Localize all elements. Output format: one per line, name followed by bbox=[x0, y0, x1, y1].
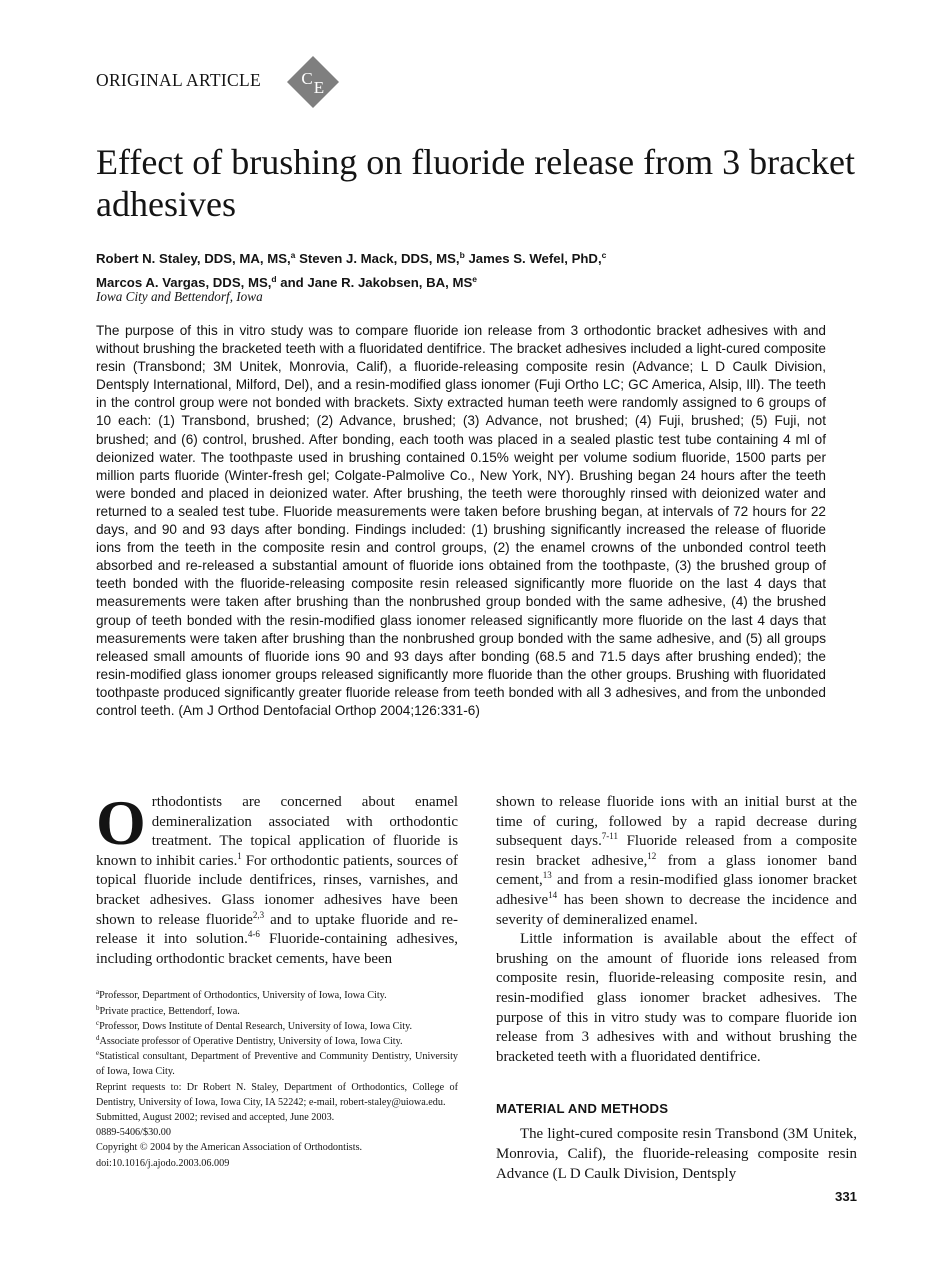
footnote-marker: d bbox=[96, 1033, 100, 1042]
page-number: 331 bbox=[834, 1189, 857, 1204]
intro-paragraph bbox=[96, 787, 458, 969]
author-affiliation-marker: e bbox=[472, 274, 478, 284]
intro-text: For orthodontic patients, sources of topical fluoride include dentifrices, rinses, varnishes, and bracket adhesives. Glass ionomer adhesives have been shown to release fluoride bbox=[96, 852, 458, 928]
methods-paragraph: The light-cured composite resin Transbond (3M Unitek, Monrovia, Calif), the fluoride-releasing composite resin Advance (L D Caulk Division, Dentsply bbox=[496, 1126, 857, 1182]
intro-continuation bbox=[496, 793, 857, 930]
footnote-text: Private practice, Bettendorf, Iowa. bbox=[99, 1005, 240, 1017]
author-location: Iowa City and Bettendorf, Iowa bbox=[96, 289, 263, 304]
abstract: The purpose of this in vitro study was to compare fluoride ion release from 3 orthodontic bracket adhesives with and without brushing the bracketed teeth with a fluoridated dentifrice. The bracket adhesives included a light-cured composite resin (Transbond; 3M Unitek, Monrovia, Calif), a fluoride-releasing composite resin (Advance; L D Caulk Division, Dentsply International, Milford, Del), and a resin-modified glass ionomer (Fuji Ortho LC; GC America, Alsip, Ill). The teeth in the control group were not bonded with brackets. Sixty extracted human teeth were randomly assigned to 6 groups of 10 each: (1) Transbond, brushed; (2) Advance, brushed; (3) Advance, not brushed; (4) Fuji, brushed; (5) Fuji, not brushed; and (6) control, brushed. After bonding, each tooth was placed in a sealed plastic test tube containing 4 ml of deionized water. The toothpaste used in brushing contained 0.15% weight per volume sodium fluoride, 1500 parts per million parts fluoride (Winter-fresh gel; Colgate-Palmolive Co., New York, NY). Brushing began 24 hours after the teeth were bonded and placed in deionized water. After brushing, the teeth were thoroughly rinsed with deionized water and returned to a sealed test tube. Fluoride measurements were taken before brushing began, at intervals of 72 hours for 22 days, and 90 and 93 days after bonding. Findings included: (1) brushing significantly increased the release of fluoride ions from the teeth in the composite resin and control groups, (2) the enamel crowns of the unbonded control teeth absorbed and re-released a substantial amount of fluoride ions obtained from the toothpaste, (3) the brushed group of teeth bonded with the fluoride-releasing composite resin released significantly more fluoride on the last 4 days that measurements were taken after brushing than the nonbrushed group bonded with the same adhesive, (4) the brushed group of teeth bonded with the resin-modified glass ionomer released significantly more fluoride on the last 4 days that measurements were taken after brushing than the nonbrushed group bonded with the same adhesive, and (5) all groups released small amounts of fluoride ions 90 and 93 days after bonding (68.5 and 71.5 days after brushing ended); the resin-modified glass ionomer groups released significantly more fluoride than the other groups. Brushing with fluoridated toothpaste produced significantly greater fluoride release from teeth bonded with all 3 adhesives, and from the unbonded control teeth. (Am J Orthod Dentofacial Orthop 2004;126:331-6) bbox=[96, 323, 826, 718]
footnote-affiliation bbox=[96, 1019, 458, 1034]
article-type-label: ORIGINAL ARTICLE bbox=[96, 70, 261, 90]
intro-text: rthodontists are concerned about enamel demineralization associated with orthodontic treatment. The topical application of fluoride is known to inhibit caries. bbox=[96, 794, 458, 869]
footnotes bbox=[96, 988, 458, 1170]
section-heading: MATERIAL AND METHODS bbox=[496, 1101, 669, 1117]
author-name: James S. Wefel, PhD, bbox=[468, 251, 602, 266]
footnote-affiliation bbox=[96, 1004, 458, 1019]
citation-ref: 4-6 bbox=[247, 929, 260, 940]
drop-cap: O bbox=[96, 787, 146, 858]
footnote-text: Associate professor of Operative Dentistry, University of Iowa, Iowa City. bbox=[99, 1035, 403, 1047]
doi: doi:10.1016/j.ajodo.2003.06.009 bbox=[96, 1157, 230, 1169]
citation-ref: 14 bbox=[548, 889, 558, 900]
author-name: Robert N. Staley, DDS, MA, MS, bbox=[96, 251, 291, 266]
body-text: has been shown to decrease the incidence and severity of demineralized enamel. bbox=[496, 891, 857, 928]
article-title: Effect of brushing on fluoride release from 3 bracket adhesives bbox=[96, 142, 856, 224]
footnote-text: Statistical consultant, Department of Preventive and Community Dentistry, University of Iowa, Iowa City. bbox=[96, 1051, 458, 1078]
footnote-affiliation bbox=[96, 1034, 458, 1049]
body-text: shown to release fluoride ions with an initial burst at the time of curing, followed by a rapid decrease during subsequent days. bbox=[496, 794, 857, 850]
footnote-marker: e bbox=[96, 1049, 100, 1058]
author-affiliation-marker: d bbox=[271, 274, 277, 284]
footnote-affiliation bbox=[96, 1049, 458, 1079]
footnote-text: Professor, Dows Institute of Dental Research, University of Iowa, Iowa City. bbox=[99, 1020, 413, 1032]
citation-ref: 7-11 bbox=[601, 831, 618, 842]
body-text: Fluoride released from a composite resin bracket adhesive, bbox=[496, 833, 857, 869]
citation-ref: 13 bbox=[542, 870, 552, 881]
footnote-marker: c bbox=[96, 1018, 100, 1027]
author-name: Steven J. Mack, DDS, MS, bbox=[299, 251, 460, 266]
footnote-marker: a bbox=[96, 988, 100, 997]
author-affiliation-marker: c bbox=[601, 250, 607, 260]
author-affiliation-marker: b bbox=[459, 250, 465, 260]
reprint-requests: Reprint requests to: Dr Robert N. Staley, Department of Orthodontics, College of Dentistry, University of Iowa, Iowa City, IA 52242; e-mail, robert-staley@uiowa.edu. bbox=[96, 1081, 458, 1108]
copyright: Copyright © 2004 by the American Association of Orthodontists. bbox=[96, 1142, 363, 1154]
body-text: from a glass ionomer band cement, bbox=[496, 852, 857, 889]
author-affiliation-marker: a bbox=[290, 250, 296, 260]
ce-badge-letter-e: E bbox=[313, 78, 325, 97]
body-text: and from a resin-modified glass ionomer bracket adhesive bbox=[496, 872, 857, 908]
author-list bbox=[96, 245, 876, 293]
author-name: Marcos A. Vargas, DDS, MS, bbox=[96, 275, 272, 290]
footnote-marker: b bbox=[96, 1003, 100, 1012]
issn: 0889-5406/$30.00 bbox=[96, 1127, 171, 1139]
author-name: and Jane R. Jakobsen, BA, MS bbox=[280, 275, 473, 290]
purpose-paragraph: Little information is available about the effect of brushing on the amount of fluoride ions released from composite resin, fluoride-releasing composite resin, and resin-modified glass ionomer bracket adhesives. The purpose of this in vitro study was to compare fluoride ion release from 3 adhesives with and without brushing the bracketed teeth with a fluoridated dentifrice. bbox=[496, 931, 857, 1065]
intro-text: Fluoride-containing adhesives, including orthodontic bracket cements, have been bbox=[96, 931, 458, 967]
footnote-affiliation bbox=[96, 988, 458, 1003]
right-column bbox=[496, 793, 857, 1184]
ce-badge-letter-c: C bbox=[301, 69, 313, 88]
intro-text: and to uptake fluoride and re-release it into solution. bbox=[96, 911, 458, 948]
ce-badge-icon bbox=[285, 54, 341, 110]
footnote-text: Professor, Department of Orthodontics, University of Iowa, Iowa City. bbox=[99, 990, 387, 1002]
citation-ref: 1 bbox=[237, 850, 242, 861]
citation-ref: 2,3 bbox=[252, 909, 265, 920]
left-column bbox=[96, 787, 458, 1171]
citation-ref: 12 bbox=[647, 850, 657, 861]
submission-dates: Submitted, August 2002; revised and accepted, June 2003. bbox=[96, 1111, 335, 1123]
